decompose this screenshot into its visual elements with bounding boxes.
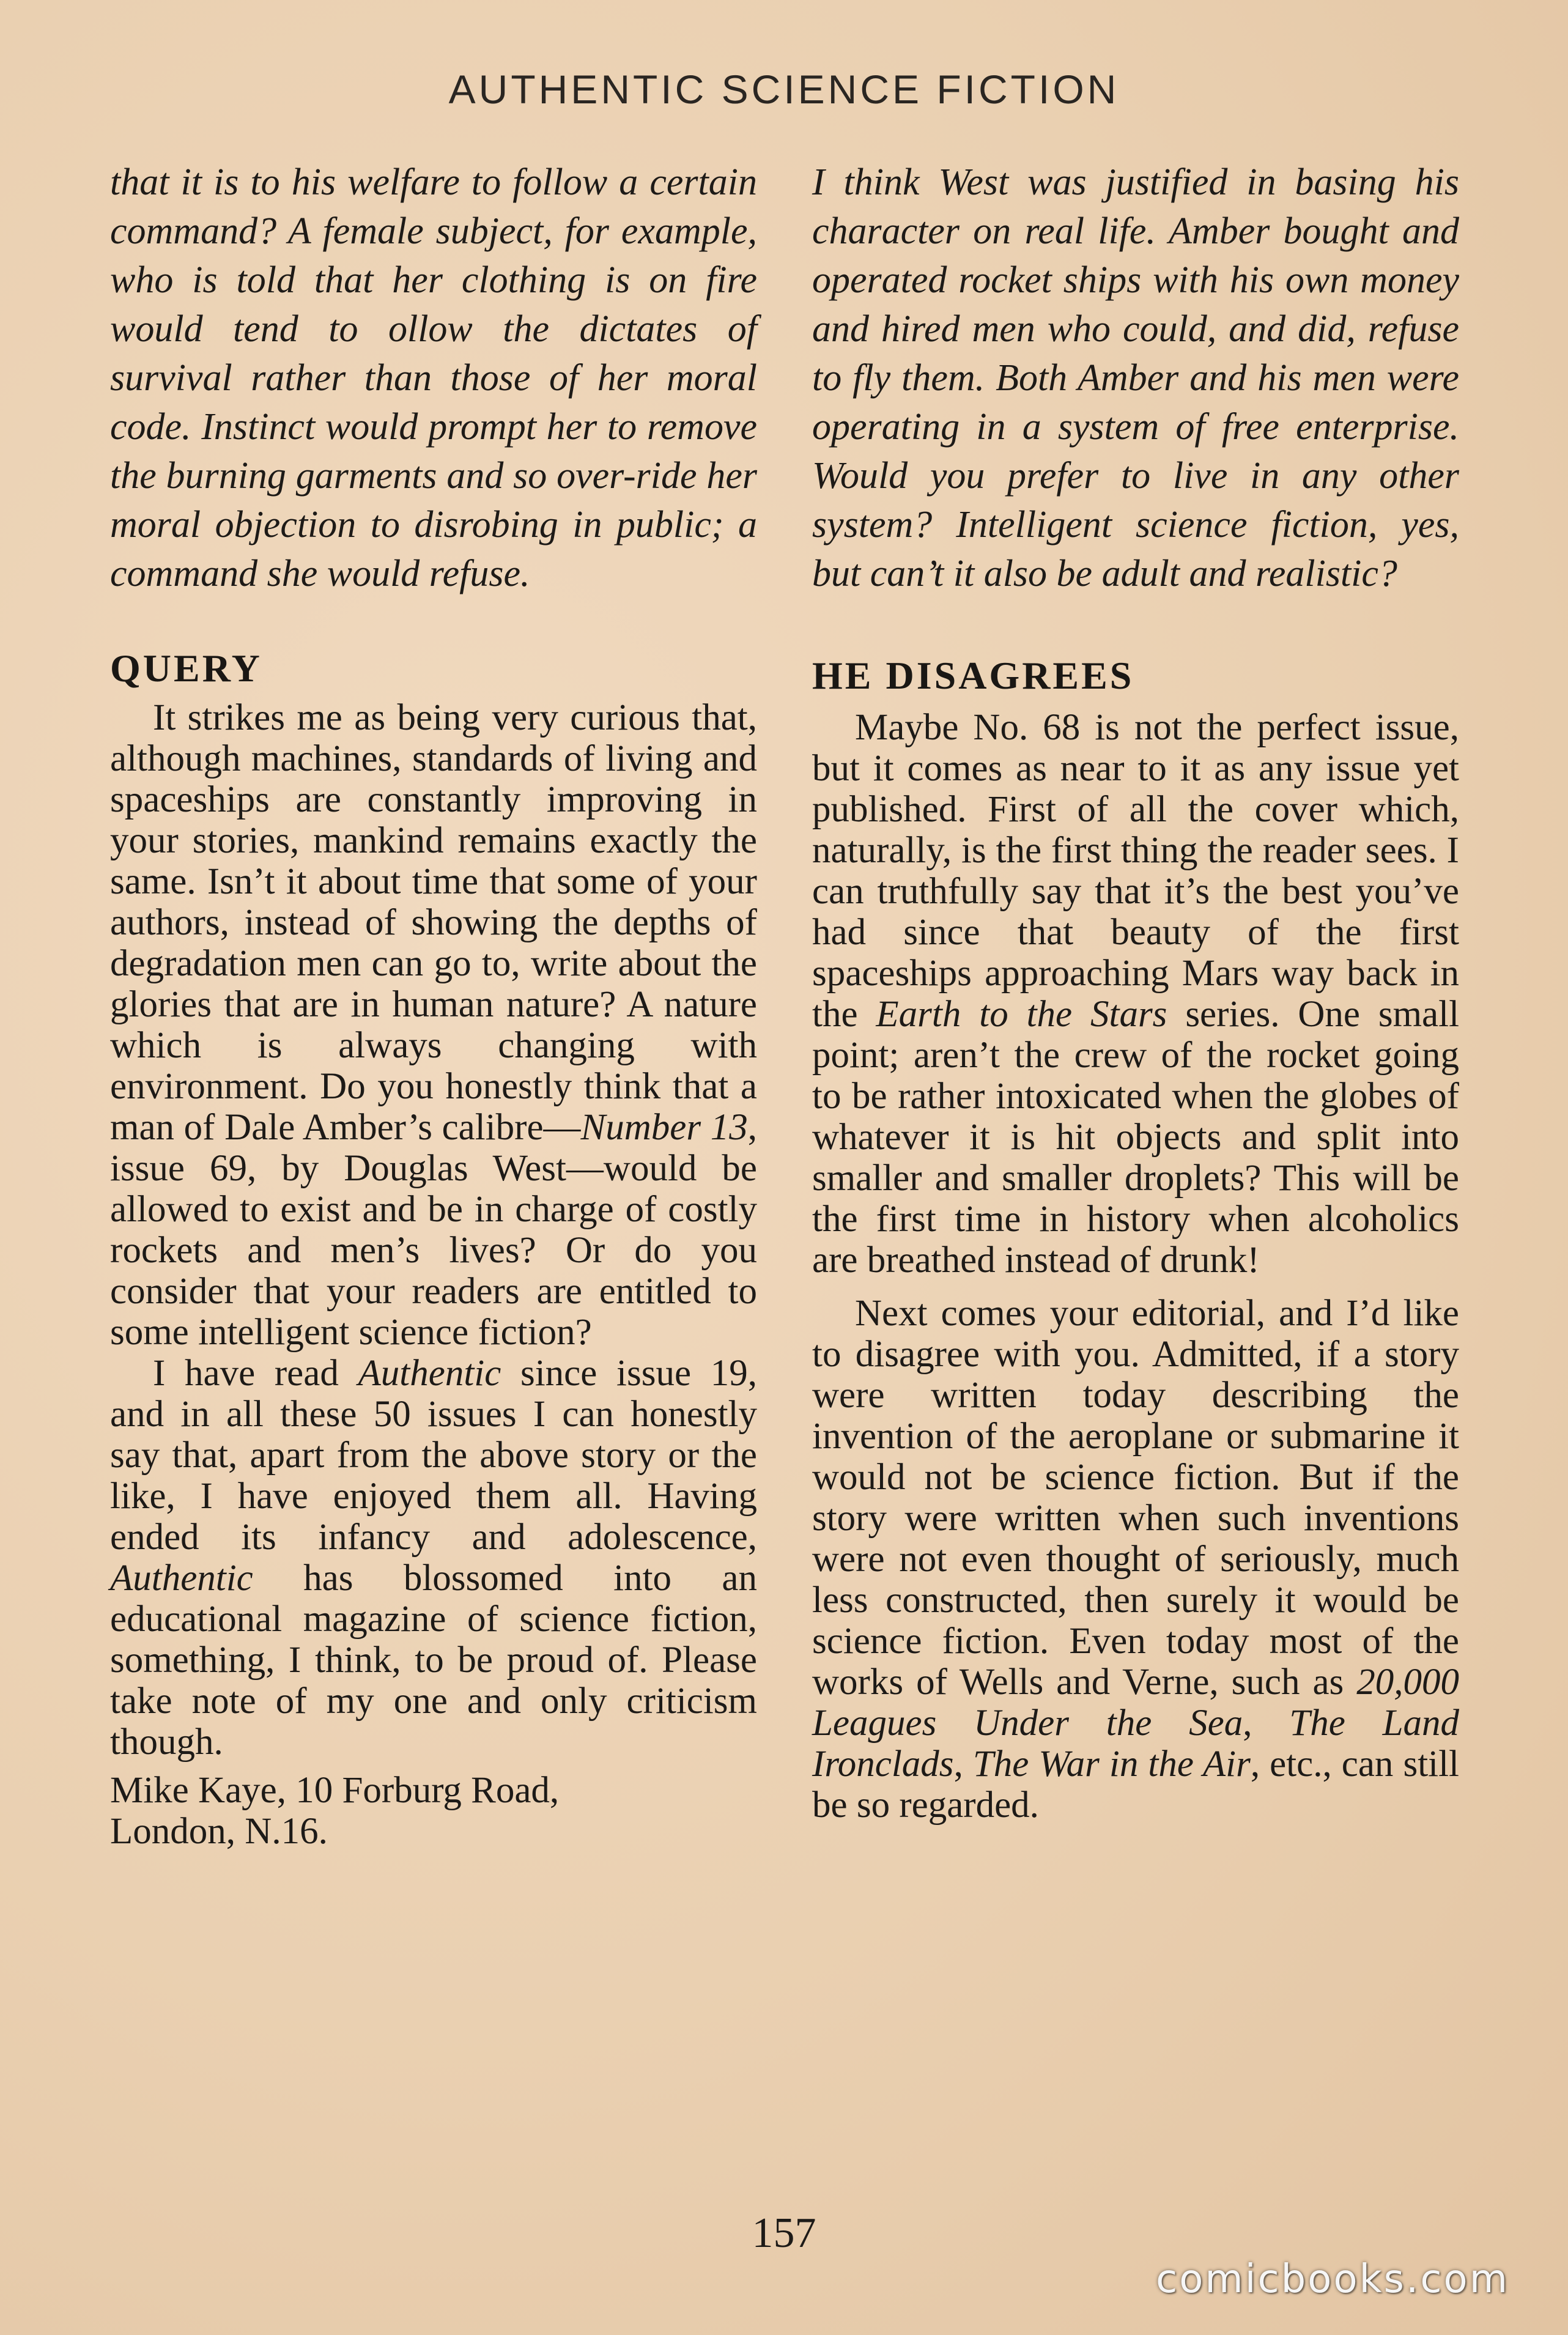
book-title: The Land Ironclads [812,1703,1459,1785]
magazine-title: Authentic [110,1558,253,1599]
watermark: comicbooks.com [1156,2257,1510,2302]
series-title: Earth to the Stars [876,994,1167,1035]
signature-line: London, N.16. [110,1811,328,1852]
letter-heading-query: QUERY [110,646,262,690]
text-run: I have read [153,1353,358,1394]
letter-signature [110,1770,757,1852]
letter-paragraph [110,697,757,1353]
text-run: Maybe No. 68 is not the perfect issue, but it comes as near to it as any issue yet published. First of all the cover which, naturally, is the first thing the reader sees. I can truthfully say that it’s the best you’ve had since that beauty of the first spaceships approaching Mars way back in the [812,707,1459,1035]
text-run: , issue 69, by Douglas West—would be allowed to exist and be in charge of costly rockets and men’s lives? Or do you consider that your readers are entitled to some intelligent science fiction? [110,1107,757,1353]
signature-line: Mike Kaye, 10 Forburg Road, [110,1770,560,1811]
text-run: , [953,1744,973,1785]
right-column [812,158,1459,1826]
letter-paragraph [812,707,1459,1281]
text-run: since issue 19, and in all these 50 issues I can honestly say that, apart from the above story or the like, I have enjoyed them all. Having ended its infancy and adolescence, [110,1353,757,1558]
letter-paragraph [812,1293,1459,1826]
editor-reply-continued: that it is to his welfare to follow a certain command? A female subject, for example, who is told that her clothing is on fire would tend to ollow the dictates of survival rather than those of her moral code. Instinct would prompt her to remove the burning garments and so over-ride her moral objection to disrobing in public; a command she would refuse. [110,161,757,594]
magazine-title: Authentic [358,1353,501,1394]
text-run: has blossomed into an educational magazine of science fiction, something, I think, to be proud of. Please take note of my one and only criticism though. [110,1558,757,1763]
page-number: 157 [752,2210,816,2257]
letter-heading-he-disagrees: HE DISAGREES [812,654,1134,697]
left-column [110,158,757,1852]
running-head: AUTHENTIC SCIENCE FICTION [448,67,1120,112]
book-title: The War in the Air [972,1744,1251,1785]
letter-paragraph [110,1353,757,1763]
text-run: , [1243,1703,1290,1744]
text-run: series. One small point; aren’t the crew of the rocket going to be rather intoxicated when the globes of whatever it is hit objects and split into smaller and smaller droplets? This will be the first time in history when alcoholics are breathed instead of drunk! [812,994,1460,1281]
story-title: Number 13 [580,1107,748,1148]
text-run: It strikes me as being very curious that, although machines, standards of living and spaceships are constantly improving in your stories, mankind remains exactly the same. Isn’t it about time that some of your authors, instead of showing the depths of degradation men can go to, write about the glories that are in human nature? A nature which is always changing with environment. Do you honestly think that a man of Dale Amber’s calibre— [110,697,757,1148]
book-title: 20,000 Leagues Under the Sea [812,1662,1459,1744]
editor-reply: I think West was justified in basing his character on real life. Amber bought and operated rocket ships with his own money and hired men who could, and did, refuse to fly them. Both Amber and his men were operating in a system of free enterprise. Would you prefer to live in any other system? Intelligent science fiction, yes, but can’t it also be adult and realistic? [812,161,1459,594]
text-run: Next comes your editorial, and I’d like to disagree with you. Admitted, if a story were written today describing the invention of the aeroplane or submarine it would not be science fiction. But if the story were written when such inventions were not even thought of seriously, much less constructed, then surely it would be science fiction. Even today most of the works of Wells and Verne, such as [812,1293,1459,1703]
text-run: , etc., can still be so regarded. [812,1744,1459,1826]
